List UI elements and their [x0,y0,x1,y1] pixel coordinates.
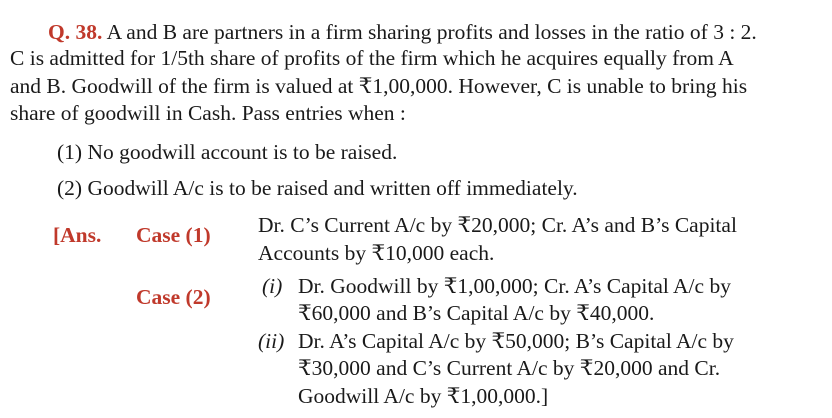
question-text-line-1: A and B are partners in a firm sharing profits and losses in the ratio of 3 : 2. [106,20,757,44]
option-2: (2) Goodwill A/c is to be raised and written off immediately. [57,176,578,200]
answer-label: [Ans. [53,223,102,247]
case-2-part-ii-line-1: Dr. A’s Capital A/c by ₹50,000; B’s Capital A/c by [298,329,734,353]
case-1-line-2: Accounts by ₹10,000 each. [258,241,495,265]
question-line-4: share of goodwill in Cash. Pass entries when : [10,101,406,125]
case-2-part-i-marker: (i) [262,274,283,298]
case-2-part-i-line-2: ₹60,000 and B’s Capital A/c by ₹40,000. [298,301,655,325]
question-line-3: and B. Goodwill of the firm is valued at ₹1,00,000. However, C is unable to bring his [10,74,748,98]
case-2-label: Case (2) [136,285,211,309]
case-1-label: Case (1) [136,223,211,247]
case-2-part-ii-marker: (ii) [258,329,285,353]
case-2-part-i-line-1: Dr. Goodwill by ₹1,00,000; Cr. A’s Capital A/c by [298,274,731,298]
question-number: Q. 38. [48,20,103,44]
case-2-part-ii-line-3: Goodwill A/c by ₹1,00,000.] [298,384,549,408]
question-line-2: C is admitted for 1/5th share of profits of the firm which he acquires equally from A [10,46,734,70]
case-1-line-1: Dr. C’s Current A/c by ₹20,000; Cr. A’s and B’s Capital [258,213,737,237]
option-1: (1) No goodwill account is to be raised. [57,140,398,164]
question-line-1 [48,19,757,46]
case-2-part-ii-line-2: ₹30,000 and C’s Current A/c by ₹20,000 and Cr. [298,356,721,380]
